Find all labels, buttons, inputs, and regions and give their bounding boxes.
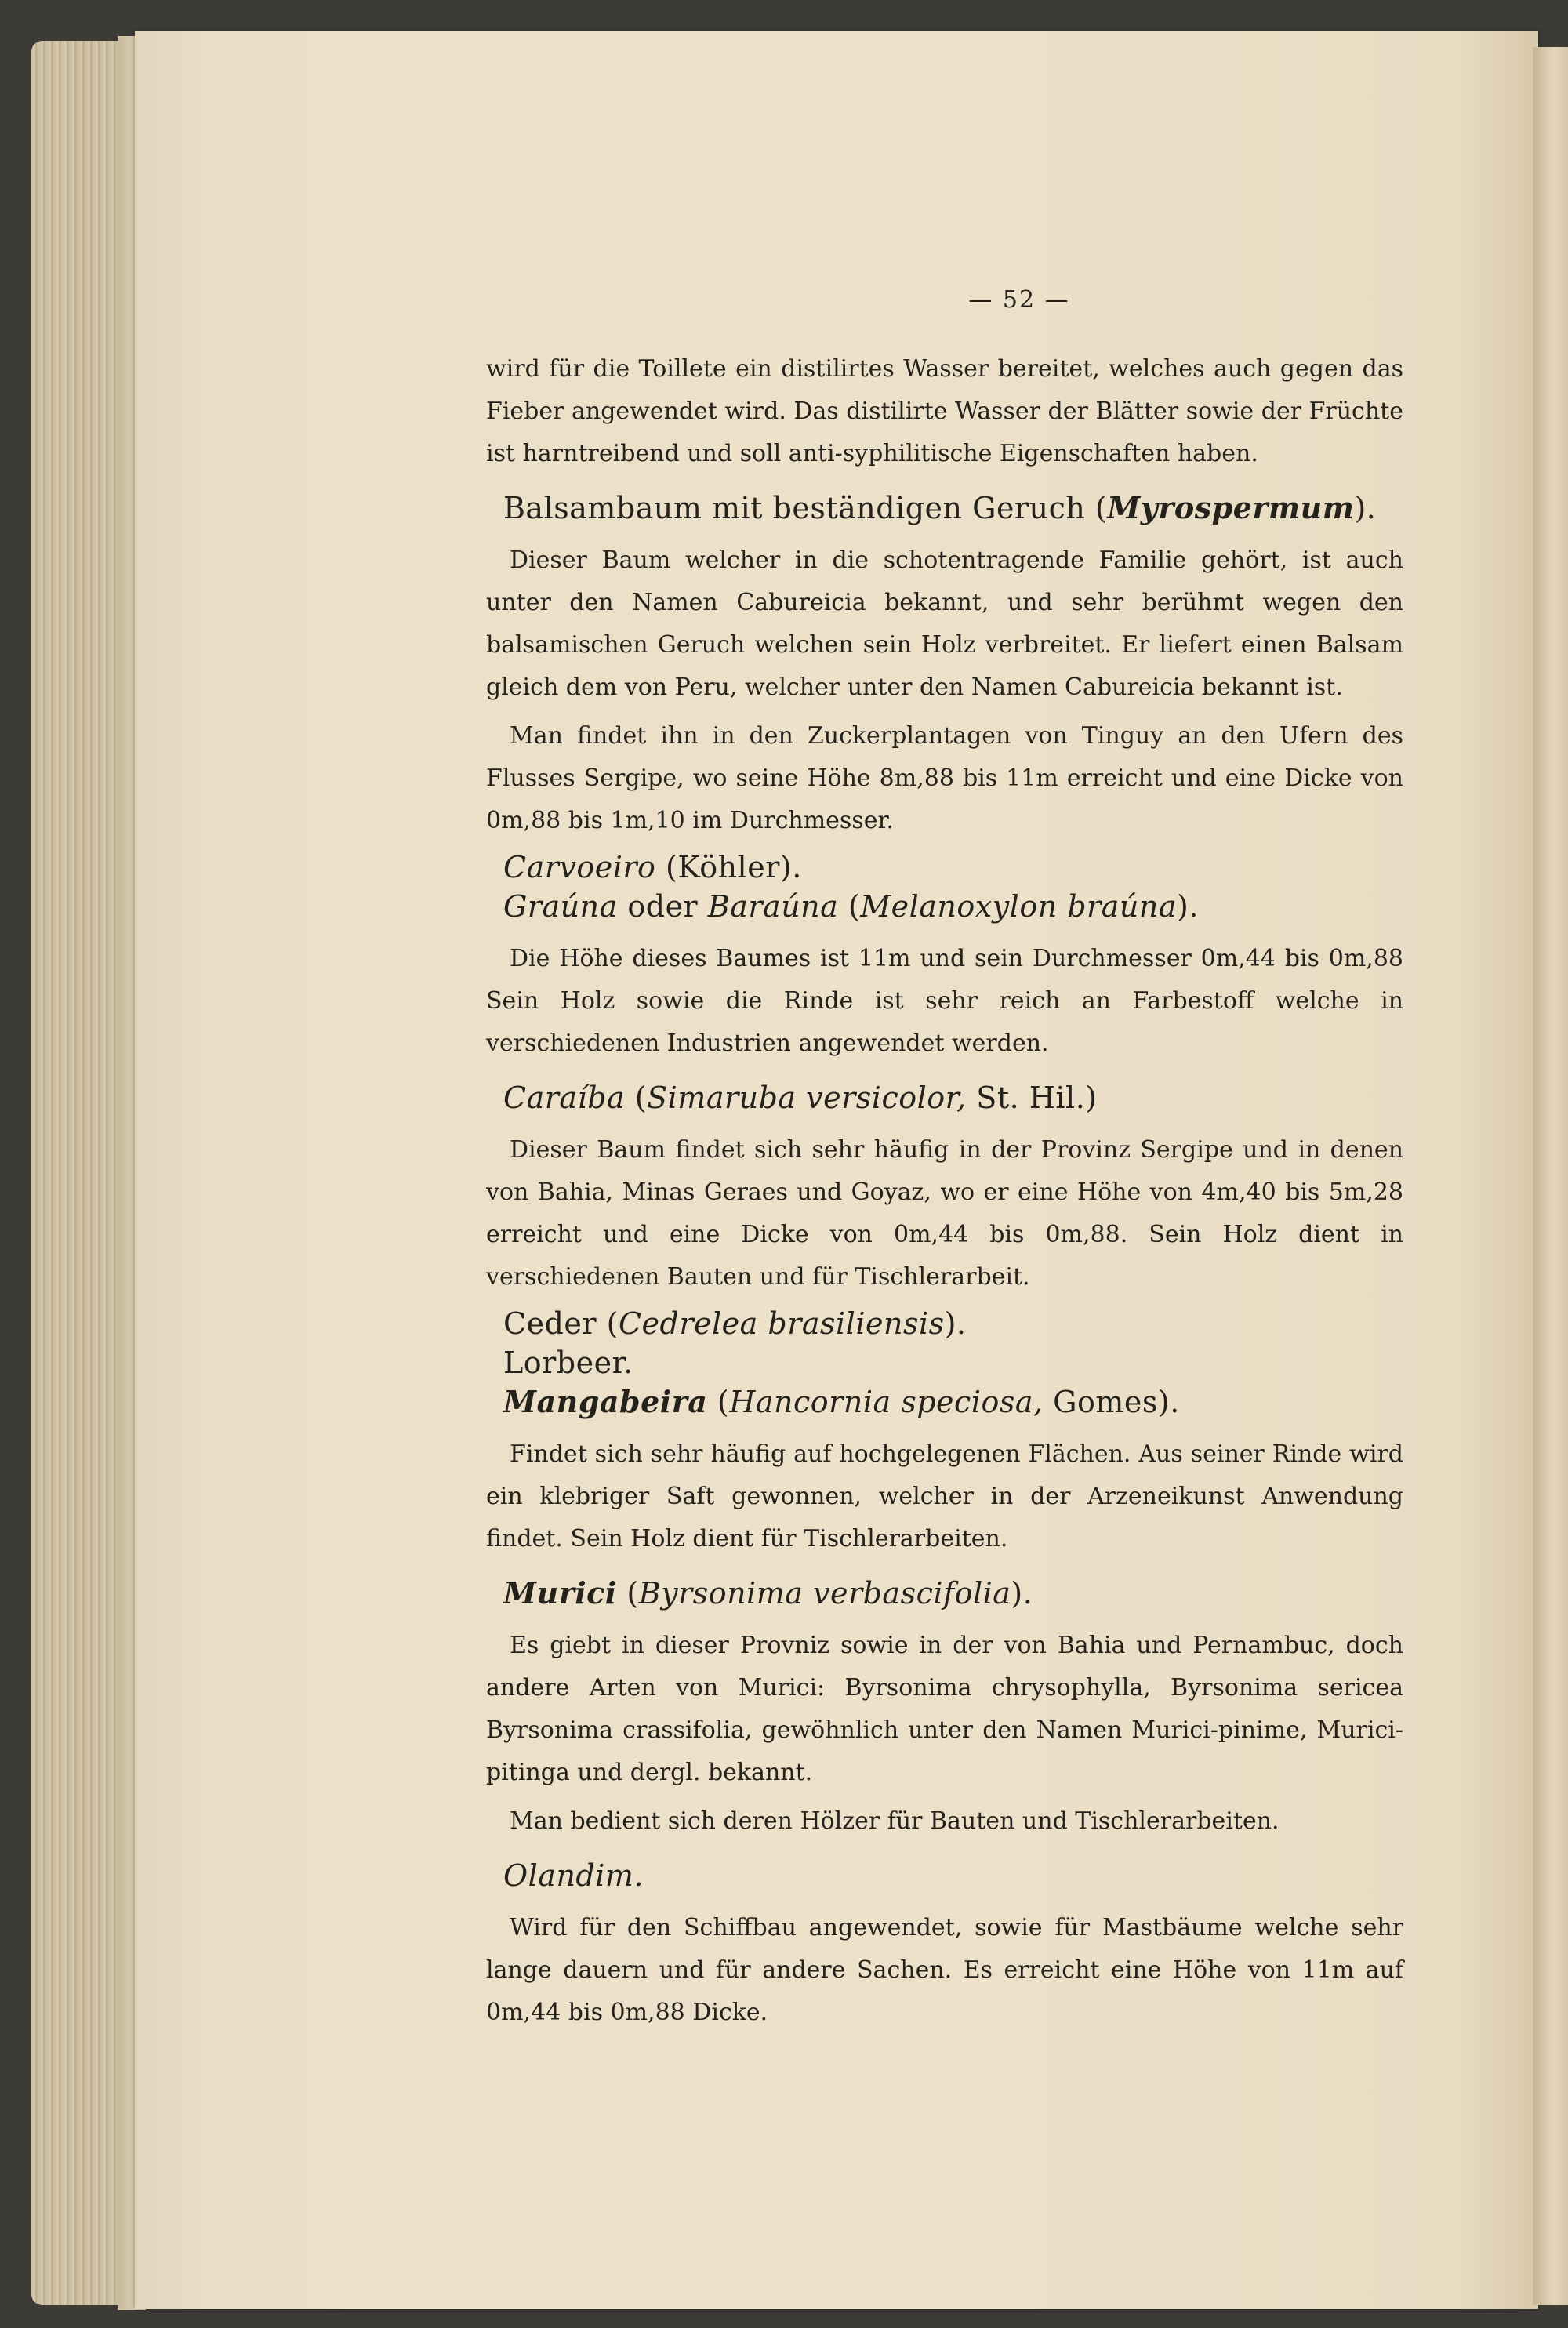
paragraph-balsambaum-location: Man findet ihn in den Zuckerplantagen von Tinguy an den Ufern des Flusses Sergipe, wo seine Höhe 8m,88 bis 11m erreicht und eine Dicke von 0m,88 bis 1m,10 im Durchmesser. [486, 722, 1403, 834]
paragraph-murici-use: Man bedient sich deren Hölzer für Bauten und Tischlerarbeiten. [510, 1807, 1279, 1835]
heading-caraiba [503, 1079, 1403, 1117]
heading-grauna-latin1: Graúna [503, 889, 618, 924]
heading-balsambaum-name: Balsambaum mit beständigen Geruch ( [503, 491, 1108, 525]
heading-ceder-close: ). [944, 1306, 967, 1341]
book-gutter [1533, 47, 1568, 2305]
heading-murici-open: ( [616, 1576, 639, 1611]
heading-carvoeiro-rest: (Köhler). [655, 850, 802, 884]
heading-caraiba-latin: Caraíba [503, 1080, 626, 1115]
paragraph-olandim: Wird für den Schiffbau angewendet, sowie für Mastbäume welche sehr lange dauern und für andere Sachen. Es erreicht eine Höhe von 11m auf 0m,44 bis 0m,88 Dicke. [486, 1914, 1403, 2026]
heading-ceder-latin: Cedrelea brasiliensis [618, 1306, 945, 1341]
paragraph-grauna: Die Höhe dieses Baumes ist 11m und sein Durchmesser 0m,44 bis 0m,88 Sein Holz sowie die Rinde ist sehr reich an Farbestoff welche in verschiedenen Industrien angewendet werden. [486, 945, 1403, 1057]
page-number: — 52 — [968, 286, 1070, 314]
heading-grauna-latin2: Baraúna [707, 889, 839, 924]
paragraph-caraiba: Dieser Baum findet sich sehr häufig in der Provinz Sergipe und in denen von Bahia, Minas Geraes und Goyaz, wo er eine Höhe von 4m,40 bis 5m,28 erreicht und eine Dicke von 0m,44 bis 0m,88. Sein Holz dient in verschiedenen Bauten und für Tischlerarbeit. [486, 1136, 1403, 1291]
paragraph-toillete: wird für die Toillete ein distilirtes Wasser bereitet, welches auch gegen das Fieber angewendet wird. Das distilirte Wasser der Blätter sowie der Früchte ist harntreibend und soll anti-syphilitische Eigenschaften haben. [486, 355, 1403, 467]
heading-grauna-latin3: Melanoxylon braúna [860, 889, 1178, 924]
heading-mangabeira-rest: Gomes). [1043, 1385, 1180, 1419]
heading-grauna-open: ( [838, 889, 861, 924]
heading-carvoeiro-latin: Carvoeiro [503, 850, 656, 884]
heading-mangabeira-latin2: Hancornia speciosa, [729, 1385, 1044, 1419]
heading-grauna-mid: oder [617, 889, 708, 924]
heading-ceder [503, 1305, 1403, 1342]
heading-olandim [503, 1857, 1403, 1894]
heading-lorbeer: Lorbeer. [503, 1346, 633, 1380]
heading-balsambaum [503, 489, 1403, 527]
heading-carvoeiro [503, 848, 1403, 886]
heading-caraiba-open: ( [625, 1080, 648, 1115]
heading-grauna [503, 888, 1403, 925]
heading-olandim-latin: Olandim. [503, 1858, 644, 1893]
heading-murici-latin: Murici [503, 1575, 617, 1611]
paragraph-murici: Es giebt in dieser Provniz sowie in der von Bahia und Pernambuc, doch andere Arten von Murici: Byrsonima chrysophylla, Byrsonima sericea Byrsonima crassifolia, gewöhnlich unter den Namen Murici-pinime, Murici-pitinga und dergl. bekannt. [486, 1632, 1403, 1786]
heading-ceder-name: Ceder ( [503, 1306, 619, 1341]
heading-murici-close: ). [1011, 1576, 1033, 1611]
heading-balsambaum-close: ). [1354, 491, 1377, 525]
heading-mangabeira-open: ( [707, 1385, 730, 1419]
paragraph-balsambaum-description: Dieser Baum welcher in die schotentragende Familie gehört, ist auch unter den Namen Cabureicia bekannt, und sehr berühmt wegen den balsamischen Geruch welchen sein Holz verbreitet. Er liefert einen Balsam gleich dem von Peru, welcher unter den Namen Cabureicia bekannt ist. [486, 547, 1403, 701]
heading-murici-latin2: Byrsonima verbascifolia [638, 1576, 1011, 1611]
heading-balsambaum-latin: Myrospermum [1107, 490, 1355, 525]
heading-caraiba-latin2: Simaruba versicolor, [647, 1080, 967, 1115]
page-text [486, 286, 1403, 2040]
heading-murici [503, 1574, 1403, 1612]
heading-mangabeira-latin: Mangabeira [503, 1384, 708, 1419]
heading-grauna-close: ). [1177, 889, 1199, 924]
heading-caraiba-rest: St. Hil.) [966, 1080, 1098, 1115]
heading-mangabeira [503, 1383, 1403, 1421]
paragraph-mangabeira: Findet sich sehr häufig auf hochgelegenen Flächen. Aus seiner Rinde wird ein klebriger Saft gewonnen, welcher in der Arzeneikunst Anwendung findet. Sein Holz dient für Tischlerarbeiten. [486, 1440, 1403, 1553]
